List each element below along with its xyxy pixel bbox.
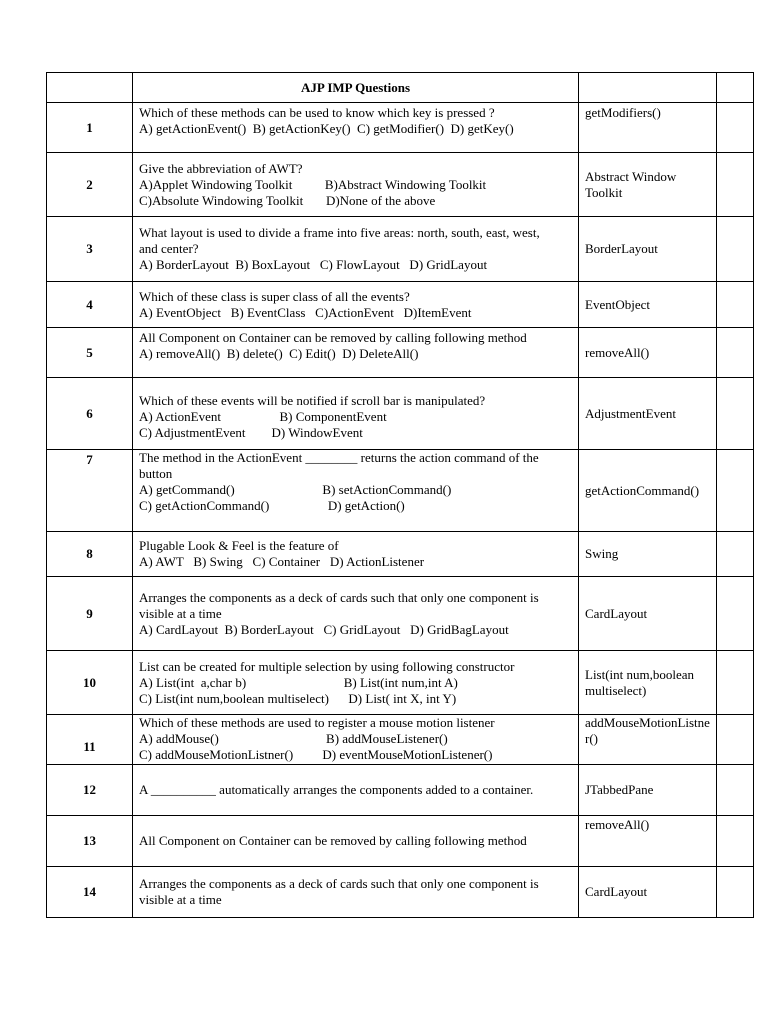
extra-cell <box>717 103 754 153</box>
question-text <box>133 532 579 577</box>
question-options: C) AdjustmentEvent D) WindowEvent <box>139 424 363 440</box>
question-line: All Component on Container can be removed by calling following method <box>139 330 527 345</box>
question-text <box>133 153 579 217</box>
questions-table <box>46 72 754 918</box>
question-options: A) getCommand() B) setActionCommand() <box>139 482 452 497</box>
question-text <box>133 651 579 715</box>
question-options: A) removeAll() B) delete() C) Edit() D) DeleteAll() <box>139 346 419 361</box>
answer-text: removeAll() <box>579 816 717 867</box>
question-line: Which of these events will be notified if scroll bar is manipulated? <box>139 392 486 408</box>
question-line: Which of these methods are used to register a mouse motion listener <box>139 715 495 730</box>
question-line: The method in the ActionEvent ________ returns the action command of the <box>139 450 539 465</box>
question-row-10 <box>47 651 754 715</box>
question-text <box>133 217 579 282</box>
answer-text: removeAll() <box>579 328 717 378</box>
question-text <box>133 103 579 153</box>
extra-cell <box>717 765 754 816</box>
question-options: A) EventObject B) EventClass C)ActionEvent D)ItemEvent <box>139 304 472 320</box>
header-extra-cell <box>717 73 754 103</box>
question-options: A) getActionEvent() B) getActionKey() C) getModifier() D) getKey() <box>139 121 514 136</box>
extra-cell <box>717 153 754 217</box>
question-line: Plugable Look & Feel is the feature of <box>139 538 339 553</box>
question-text <box>133 450 579 532</box>
question-row-8 <box>47 532 754 577</box>
answer-text: getModifiers() <box>579 103 717 153</box>
extra-cell <box>717 450 754 532</box>
question-options: C) addMouseMotionListner() D) eventMouseMotionListener() <box>139 747 493 762</box>
question-text <box>133 715 579 765</box>
question-number: 6 <box>47 378 133 450</box>
question-number: 3 <box>47 217 133 282</box>
question-number: 14 <box>47 867 133 918</box>
question-row-7 <box>47 450 754 532</box>
page-title: AJP IMP Questions <box>133 73 579 103</box>
question-line: visible at a time <box>139 892 222 907</box>
question-number: 2 <box>47 153 133 217</box>
question-text <box>133 816 579 867</box>
question-number: 7 <box>47 450 133 532</box>
question-number: 5 <box>47 328 133 378</box>
question-options: A) CardLayout B) BorderLayout C) GridLayout D) GridBagLayout <box>139 621 509 637</box>
extra-cell <box>717 378 754 450</box>
answer-text: addMouseMotionListner() <box>579 715 717 765</box>
answer-text: JTabbedPane <box>579 765 717 816</box>
question-number: 9 <box>47 577 133 651</box>
answer-text: Swing <box>579 532 717 577</box>
question-row-13 <box>47 816 754 867</box>
question-options: A)Applet Windowing Toolkit B)Abstract Windowing Toolkit <box>139 176 487 192</box>
question-number: 11 <box>47 715 133 765</box>
answer-text: CardLayout <box>579 867 717 918</box>
question-row-11 <box>47 715 754 765</box>
answer-text: CardLayout <box>579 577 717 651</box>
header-row <box>47 73 754 103</box>
question-line: Which of these class is super class of all the events? <box>139 288 410 304</box>
question-row-1 <box>47 103 754 153</box>
question-row-9 <box>47 577 754 651</box>
question-line: All Component on Container can be removed by calling following method <box>139 833 527 848</box>
question-options: C) List(int num,boolean multiselect) D) List( int X, int Y) <box>139 690 457 706</box>
question-line: Arranges the components as a deck of cards such that only one component is <box>139 589 539 605</box>
question-text <box>133 282 579 328</box>
question-options: A) AWT B) Swing C) Container D) ActionListener <box>139 554 425 569</box>
question-line: visible at a time <box>139 605 222 621</box>
question-number: 1 <box>47 103 133 153</box>
question-options: C) getActionCommand() D) getAction() <box>139 498 405 513</box>
question-line: What layout is used to divide a frame into five areas: north, south, east, west, <box>139 225 540 240</box>
header-num-cell <box>47 73 133 103</box>
question-row-14 <box>47 867 754 918</box>
question-row-12 <box>47 765 754 816</box>
question-line: and center? <box>139 241 199 256</box>
extra-cell <box>717 328 754 378</box>
question-options: C)Absolute Windowing Toolkit D)None of the above <box>139 192 436 208</box>
answer-text <box>579 651 717 715</box>
question-line: button <box>139 466 173 481</box>
extra-cell <box>717 577 754 651</box>
question-line: Which of these methods can be used to know which key is pressed ? <box>139 105 495 120</box>
question-row-2 <box>47 153 754 217</box>
answer-text: EventObject <box>579 282 717 328</box>
answer-text: BorderLayout <box>579 217 717 282</box>
question-text <box>133 765 579 816</box>
extra-cell <box>717 282 754 328</box>
question-number: 4 <box>47 282 133 328</box>
answer-line: List(int num,boolean multiselect) <box>585 666 695 698</box>
question-number: 12 <box>47 765 133 816</box>
question-text <box>133 577 579 651</box>
question-row-5 <box>47 328 754 378</box>
header-answer-cell <box>579 73 717 103</box>
question-number: 8 <box>47 532 133 577</box>
question-row-6 <box>47 378 754 450</box>
extra-cell <box>717 651 754 715</box>
question-text <box>133 328 579 378</box>
question-line: Arranges the components as a deck of cards such that only one component is <box>139 876 539 891</box>
question-number: 13 <box>47 816 133 867</box>
question-line: Give the abbreviation of AWT? <box>139 160 303 176</box>
question-line: List can be created for multiple selection by using following constructor <box>139 658 515 674</box>
answer-text: AdjustmentEvent <box>579 378 717 450</box>
extra-cell <box>717 816 754 867</box>
answer-line: Abstract Window Toolkit <box>585 168 677 200</box>
extra-cell <box>717 715 754 765</box>
question-options: A) BorderLayout B) BoxLayout C) FlowLayout D) GridLayout <box>139 257 488 272</box>
question-line: A __________ automatically arranges the components added to a container. <box>139 782 534 797</box>
question-options: A) ActionEvent B) ComponentEvent <box>139 408 387 424</box>
question-number: 10 <box>47 651 133 715</box>
question-options: A) addMouse() B) addMouseListener() <box>139 731 448 746</box>
question-row-4 <box>47 282 754 328</box>
extra-cell <box>717 217 754 282</box>
extra-cell <box>717 867 754 918</box>
extra-cell <box>717 532 754 577</box>
question-options: A) List(int a,char b) B) List(int num,int A) <box>139 674 458 690</box>
answer-text: getActionCommand() <box>579 450 717 532</box>
question-row-3 <box>47 217 754 282</box>
question-text <box>133 378 579 450</box>
question-text <box>133 867 579 918</box>
answer-text <box>579 153 717 217</box>
